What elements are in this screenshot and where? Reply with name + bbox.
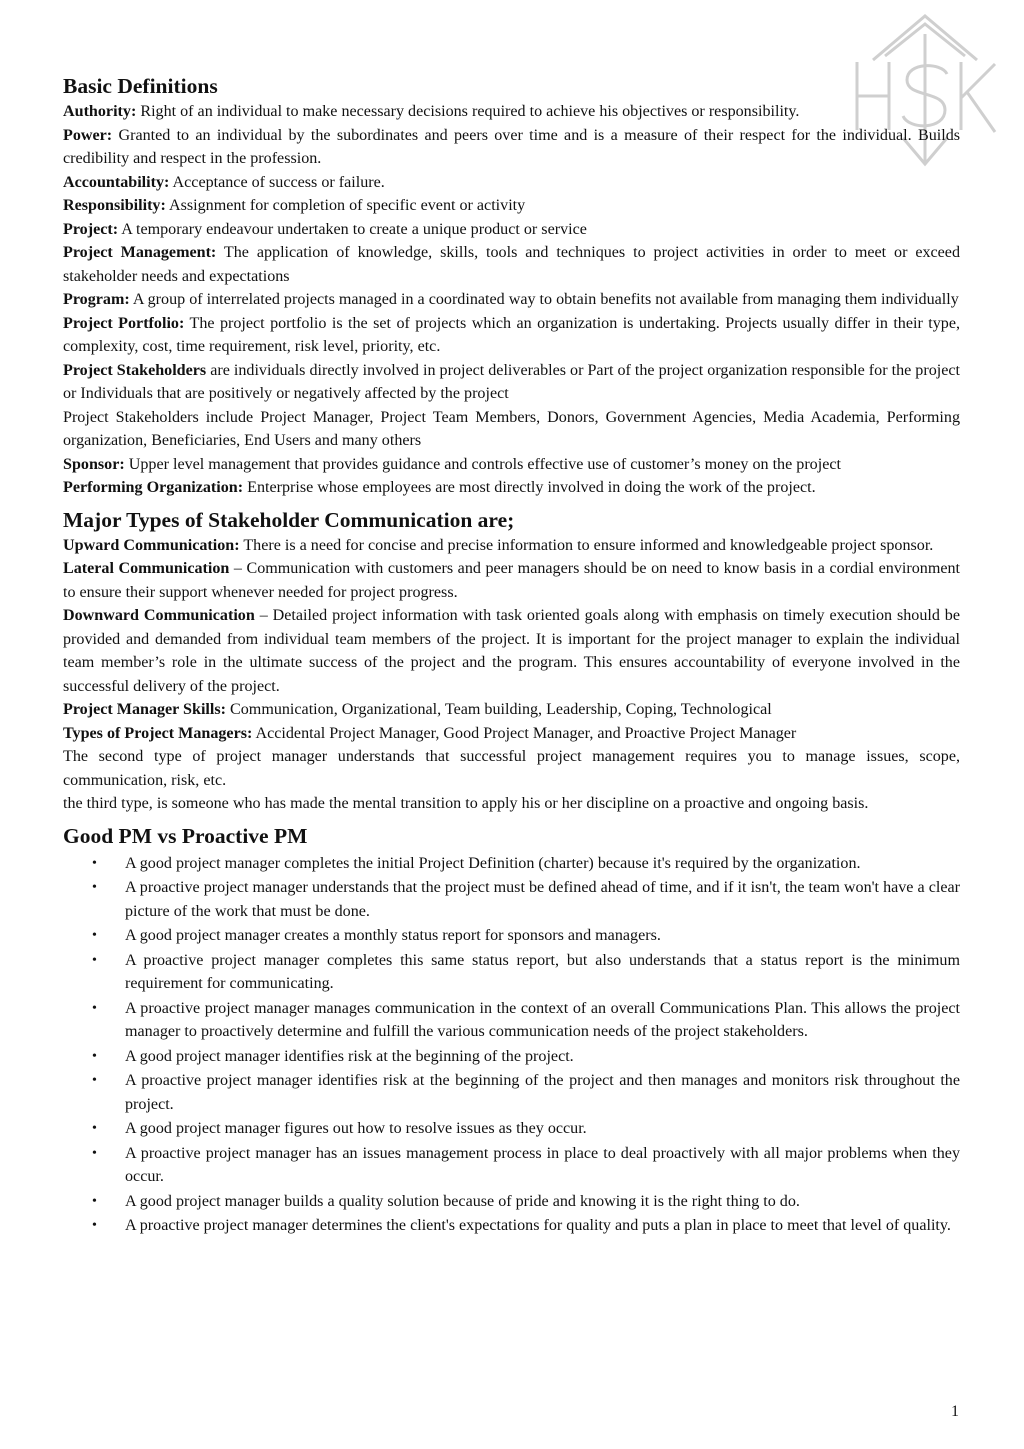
definition-paragraph	[63, 476, 960, 500]
definition-paragraph	[63, 359, 960, 406]
definition-term: Accountability:	[63, 173, 170, 191]
bullet-text: A proactive project manager has an issues management process in place to deal proactively with all major problems when they occur.	[125, 1144, 960, 1185]
definition-paragraph	[63, 124, 960, 171]
section-heading-good-vs-proactive: Good PM vs Proactive PM	[63, 823, 308, 848]
bullet-icon: •	[92, 952, 97, 968]
bullet-text: A good project manager figures out how to resolve issues as they occur.	[125, 1120, 587, 1137]
definition-text: Acceptance of success or failure.	[169, 173, 385, 191]
definition-text: Assignment for completion of specific event or activity	[165, 197, 526, 214]
bullet-text: A good project manager identifies risk at the beginning of the project.	[125, 1047, 574, 1065]
definition-paragraph	[63, 745, 960, 792]
bullet-icon: •	[92, 1073, 97, 1088]
definition-paragraph	[63, 557, 960, 604]
bullet-item	[63, 1142, 960, 1189]
bullet-item	[63, 949, 960, 996]
bullet-item	[63, 876, 960, 923]
definition-paragraph	[63, 792, 960, 816]
bullet-item	[63, 1045, 960, 1069]
bullet-icon: •	[92, 1145, 97, 1161]
definition-text: are individuals directly involved in project deliverables or Part of the project organization responsible for the project or Individuals that are positively or negatively affected by the project	[63, 361, 960, 402]
section-heading-basic-definitions: Basic Definitions	[63, 74, 218, 98]
definition-term: Types of Project Managers:	[63, 724, 253, 742]
definition-text: the third type, is someone who has made the mental transition to apply his or her discipline on a proactive and ongoing basis.	[63, 795, 869, 812]
definition-paragraph	[63, 194, 960, 218]
definition-term: Project Manager Skills:	[63, 701, 226, 718]
definition-paragraph	[63, 241, 960, 288]
definition-paragraph	[63, 698, 960, 722]
definition-text: The project portfolio is the set of projects which an organization is undertaking. Projects usually differ in their type, complexity, cost, time requirement, risk level, priority, etc.	[63, 314, 960, 355]
bullet-text: A proactive project manager identifies risk at the beginning of the project and then manages and monitors risk throughout the project.	[125, 1072, 960, 1113]
definition-paragraph	[63, 534, 960, 558]
bullet-icon: •	[92, 880, 97, 895]
definition-text: – Communication with customers and peer managers should be on need to know basis in a cordial environment to ensure their support whenever needed for project progress.	[63, 560, 960, 601]
definition-paragraph	[63, 722, 960, 746]
bullet-icon: •	[92, 1000, 97, 1016]
definition-text: Communication, Organizational, Team building, Leadership, Coping, Technological	[226, 701, 772, 718]
definition-term: Performing Organization:	[63, 479, 244, 496]
bullet-item	[63, 1214, 960, 1238]
definition-term: Authority:	[63, 103, 137, 120]
definition-term: Project Management:	[63, 244, 217, 261]
bullet-item	[63, 1117, 960, 1141]
definition-term: Sponsor:	[63, 455, 125, 473]
definition-text: Enterprise whose employees are most directly involved in doing the work of the project.	[243, 479, 816, 496]
page-number: 1	[951, 1403, 959, 1420]
bullet-item	[63, 924, 960, 948]
definition-term: Program:	[63, 291, 130, 308]
definition-term: Lateral Communication	[63, 560, 230, 577]
communication-types-list	[63, 534, 960, 816]
definition-paragraph	[63, 288, 960, 312]
bullet-text: A proactive project manager completes this same status report, but also understands that a status report is the minimum requirement for communicating.	[125, 951, 960, 992]
bullet-icon: •	[92, 855, 97, 871]
definition-paragraph	[63, 218, 960, 242]
definition-paragraph	[63, 406, 960, 453]
bullet-text: A good project manager creates a monthly status report for sponsors and managers.	[125, 927, 661, 944]
bullet-text: A good project manager builds a quality solution because of pride and knowing it is the right thing to do.	[125, 1192, 800, 1210]
definition-term: Project:	[63, 220, 119, 238]
bullet-item	[63, 852, 960, 876]
bullet-text: A proactive project manager determines the client's expectations for quality and puts a plan in place to meet that level of quality.	[125, 1217, 951, 1234]
bullet-icon: •	[92, 928, 97, 943]
bullet-item	[63, 1190, 960, 1214]
definition-text: Right of an individual to make necessary decisions required to achieve his objectives or responsibility.	[136, 103, 800, 120]
definition-paragraph	[63, 312, 960, 359]
basic-definitions-list	[63, 100, 960, 500]
bullet-icon: •	[92, 1048, 97, 1064]
good-vs-proactive-bullets	[63, 852, 960, 1238]
definition-paragraph	[63, 171, 960, 195]
definition-text: The second type of project manager understands that successful project management requires you to manage issues, scope, communication, risk, etc.	[63, 748, 960, 789]
definition-term: Downward Communication	[63, 607, 255, 624]
bullet-text: A proactive project manager understands that the project must be defined ahead of time, and if it isn't, the team won't have a clear picture of the work that must be done.	[125, 879, 960, 920]
bullet-text: A proactive project manager manages communication in the context of an overall Communications Plan. This allows the project manager to proactively determine and fulfill the various communication needs of the project stakeholders.	[125, 999, 960, 1040]
definition-text: A group of interrelated projects managed in a coordinated way to obtain benefits not available from managing them individually	[129, 291, 959, 308]
section-heading-stakeholder-communication: Major Types of Stakeholder Communication are;	[63, 507, 515, 532]
definition-text: A temporary endeavour undertaken to create a unique product or service	[118, 220, 587, 238]
definition-paragraph	[63, 453, 960, 477]
definition-text: The application of knowledge, skills, tools and techniques to project activities in order to meet or exceed stakeholder needs and expectations	[63, 244, 961, 285]
bullet-item	[63, 997, 960, 1044]
definition-text: Project Stakeholders include Project Manager, Project Team Members, Donors, Government Agencies, Media Academia, Performing organization, Beneficiaries, End Users and many others	[63, 408, 960, 449]
bullet-text: A good project manager completes the initial Project Definition (charter) because it's required by the organization.	[125, 854, 861, 872]
bullet-icon: •	[92, 1193, 97, 1209]
definition-text: Upper level management that provides guidance and controls effective use of customer’s money on the project	[124, 455, 841, 473]
document-page	[63, 72, 960, 1239]
definition-term: Project Stakeholders	[63, 361, 207, 379]
definition-text: – Detailed project information with task oriented goals along with emphasis on timely execution should be provided and demanded from individual team members of the project. It is important for the project manager to explain the individual team member’s role in the ultimate success of the project and the program. This ensures accountability of everyone involved in the successful delivery of the project.	[63, 607, 960, 695]
definition-term: Power:	[63, 126, 113, 144]
definition-text: There is a need for concise and precise information to ensure informed and knowledgeable project sponsor.	[239, 536, 934, 554]
definition-term: Project Portfolio:	[63, 314, 185, 332]
definition-paragraph	[63, 100, 960, 124]
definition-text: Granted to an individual by the subordinates and peers over time and is a measure of their respect for the individual. Builds credibility and respect in the profession.	[63, 126, 960, 167]
bullet-item	[63, 1069, 960, 1116]
definition-term: Upward Communication:	[63, 536, 240, 554]
bullet-icon: •	[92, 1218, 97, 1233]
definition-paragraph	[63, 604, 960, 698]
bullet-icon: •	[92, 1121, 97, 1136]
definition-term: Responsibility:	[63, 197, 166, 214]
definition-text: Accidental Project Manager, Good Project Manager, and Proactive Project Manager	[252, 724, 797, 742]
